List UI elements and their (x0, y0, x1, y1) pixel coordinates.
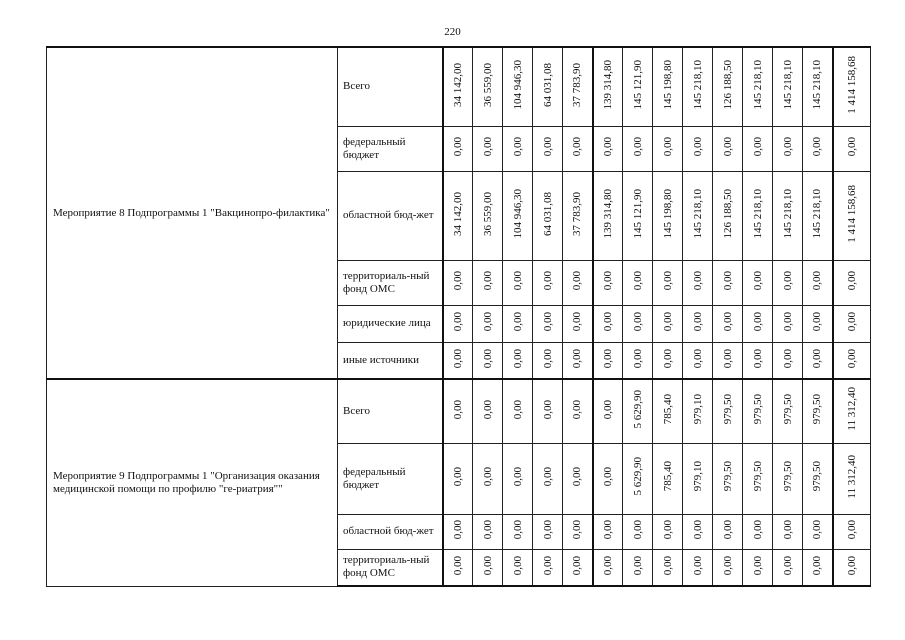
value-text: 0,00 (541, 311, 554, 332)
value-cell (593, 342, 623, 379)
value-cell (563, 171, 593, 260)
value-cell (773, 126, 803, 171)
value-cell (473, 549, 503, 586)
value-cell (713, 47, 743, 126)
value-text: 0,00 (781, 519, 794, 540)
value-cell (443, 342, 473, 379)
value-cell (443, 514, 473, 549)
value-cell (743, 260, 773, 305)
funding-source-cell: юридические лица (338, 305, 443, 342)
value-cell (473, 47, 503, 126)
value-cell (593, 171, 623, 260)
value-cell (803, 47, 833, 126)
value-text: 139 314,80 (601, 60, 614, 110)
value-cell (683, 379, 713, 443)
value-text: 0,00 (751, 519, 764, 540)
value-text: 139 314,80 (601, 188, 614, 239)
value-cell (533, 47, 563, 126)
value-text: 979,50 (751, 394, 764, 425)
value-text: 0,00 (631, 311, 644, 332)
value-text: 979,50 (721, 394, 734, 425)
value-text: 0,00 (541, 270, 554, 291)
value-text: 979,10 (691, 461, 704, 492)
table-row (47, 47, 871, 126)
value-text: 0,00 (661, 270, 674, 291)
value-cell (743, 47, 773, 126)
value-text: 785,40 (661, 461, 674, 492)
value-cell (443, 260, 473, 305)
value-cell (803, 549, 833, 586)
value-cell (533, 549, 563, 586)
value-cell (443, 379, 473, 443)
value-text: 0,00 (631, 348, 644, 368)
value-text: 0,00 (691, 311, 704, 332)
value-cell (443, 47, 473, 126)
value-text: 0,00 (511, 519, 524, 540)
value-text: 0,00 (451, 348, 464, 368)
value-text: 0,00 (451, 555, 464, 575)
value-cell (593, 126, 623, 171)
value-text: 979,50 (781, 461, 794, 492)
value-text: 0,00 (571, 466, 584, 487)
value-text: 1 414 158,68 (845, 55, 858, 114)
value-cell (593, 379, 623, 443)
value-text: 0,00 (571, 519, 584, 540)
funding-source-cell: Всего (338, 47, 443, 126)
value-cell (653, 260, 683, 305)
value-text: 0,00 (631, 519, 644, 540)
value-text: 0,00 (691, 519, 704, 540)
value-cell (473, 443, 503, 514)
value-text: 979,50 (811, 461, 824, 492)
value-text: 0,00 (631, 136, 644, 157)
value-cell (653, 171, 683, 260)
value-cell (833, 514, 871, 549)
value-cell (743, 126, 773, 171)
value-cell (773, 443, 803, 514)
value-cell (683, 260, 713, 305)
value-cell (593, 443, 623, 514)
value-cell (473, 342, 503, 379)
value-cell (593, 305, 623, 342)
value-cell (743, 514, 773, 549)
value-text: 11 312,40 (845, 454, 858, 499)
value-cell (503, 549, 533, 586)
value-text: 0,00 (511, 270, 524, 291)
value-cell (503, 514, 533, 549)
value-text: 0,00 (661, 348, 674, 368)
value-cell (773, 171, 803, 260)
value-cell (803, 443, 833, 514)
value-text: 145 218,10 (751, 188, 764, 239)
value-cell (833, 305, 871, 342)
value-text: 0,00 (601, 136, 614, 157)
value-text: 0,00 (481, 348, 494, 368)
value-cell (593, 260, 623, 305)
value-cell (713, 126, 743, 171)
value-text: 0,00 (721, 555, 734, 575)
value-text: 0,00 (481, 270, 494, 291)
value-text: 0,00 (571, 311, 584, 332)
value-text: 0,00 (661, 555, 674, 575)
value-text: 0,00 (451, 519, 464, 540)
value-text: 0,00 (541, 136, 554, 157)
value-text: 0,00 (845, 311, 858, 332)
value-text: 0,00 (845, 348, 858, 368)
value-cell (713, 342, 743, 379)
funding-source-cell: территориаль-ный фонд ОМС (338, 260, 443, 305)
value-text: 0,00 (541, 555, 554, 575)
value-cell (563, 47, 593, 126)
value-cell (443, 171, 473, 260)
value-cell (593, 549, 623, 586)
value-cell (653, 126, 683, 171)
value-text: 0,00 (751, 311, 764, 332)
value-text: 0,00 (481, 555, 494, 575)
value-text: 0,00 (571, 555, 584, 575)
value-cell (473, 379, 503, 443)
value-text: 0,00 (721, 519, 734, 540)
value-cell (683, 126, 713, 171)
value-cell (803, 514, 833, 549)
value-text: 145 198,80 (661, 60, 674, 110)
value-cell (503, 305, 533, 342)
funding-source-cell: федеральный бюджет (338, 443, 443, 514)
value-cell (563, 549, 593, 586)
value-text: 145 198,80 (661, 188, 674, 239)
value-text: 145 218,10 (691, 60, 704, 110)
value-text: 0,00 (845, 270, 858, 291)
value-cell (563, 443, 593, 514)
funding-source-cell: территориаль-ный фонд ОМС (338, 549, 443, 586)
value-text: 0,00 (691, 270, 704, 291)
value-text: 0,00 (601, 348, 614, 368)
value-cell (833, 171, 871, 260)
value-text: 0,00 (691, 555, 704, 575)
value-text: 0,00 (781, 311, 794, 332)
value-text: 64 031,08 (541, 62, 554, 107)
value-text: 145 218,10 (811, 60, 824, 110)
value-text: 5 629,90 (631, 390, 644, 429)
value-text: 0,00 (811, 348, 824, 368)
value-text: 0,00 (721, 311, 734, 332)
value-text: 0,00 (845, 136, 858, 157)
value-cell (833, 260, 871, 305)
value-cell (833, 379, 871, 443)
value-cell (443, 126, 473, 171)
value-text: 979,50 (721, 461, 734, 492)
value-cell (713, 260, 743, 305)
value-cell (683, 514, 713, 549)
value-cell (743, 379, 773, 443)
value-text: 36 559,00 (481, 191, 494, 236)
value-text: 0,00 (511, 466, 524, 487)
value-text: 0,00 (451, 270, 464, 291)
value-text: 0,00 (481, 311, 494, 332)
value-cell (833, 47, 871, 126)
value-cell (713, 549, 743, 586)
value-cell (743, 342, 773, 379)
value-text: 0,00 (541, 519, 554, 540)
value-cell (713, 305, 743, 342)
value-text: 0,00 (601, 311, 614, 332)
value-text: 0,00 (751, 270, 764, 291)
value-cell (533, 514, 563, 549)
value-cell (743, 171, 773, 260)
value-cell (683, 305, 713, 342)
value-cell (653, 443, 683, 514)
value-text: 0,00 (781, 136, 794, 157)
value-cell (743, 305, 773, 342)
value-text: 36 559,00 (481, 62, 494, 107)
funding-source-cell: федеральный бюджет (338, 126, 443, 171)
value-text: 0,00 (751, 555, 764, 575)
value-text: 0,00 (601, 270, 614, 291)
funding-source-cell: областной бюд-жет (338, 514, 443, 549)
value-text: 145 218,10 (781, 60, 794, 110)
value-text: 0,00 (451, 466, 464, 487)
value-text: 0,00 (571, 270, 584, 291)
value-cell (833, 549, 871, 586)
funding-source-cell: Всего (338, 379, 443, 443)
value-text: 0,00 (631, 270, 644, 291)
value-cell (833, 342, 871, 379)
value-text: 0,00 (481, 466, 494, 487)
value-cell (443, 443, 473, 514)
value-cell (833, 443, 871, 514)
value-cell (803, 171, 833, 260)
value-text: 0,00 (721, 270, 734, 291)
value-cell (503, 260, 533, 305)
value-cell (473, 126, 503, 171)
funding-source-cell: иные источники (338, 342, 443, 379)
value-text: 0,00 (751, 348, 764, 368)
value-text: 0,00 (691, 136, 704, 157)
value-text: 11 312,40 (845, 387, 858, 432)
value-text: 0,00 (781, 270, 794, 291)
event-name-cell: Мероприятие 8 Подпрограммы 1 "Вакцинопро-филактика" (47, 47, 338, 379)
value-cell (533, 305, 563, 342)
value-text: 979,50 (751, 461, 764, 492)
value-text: 0,00 (661, 136, 674, 157)
value-cell (623, 549, 653, 586)
value-cell (533, 342, 563, 379)
value-text: 0,00 (541, 348, 554, 368)
value-text: 0,00 (601, 399, 614, 419)
value-cell (593, 514, 623, 549)
value-cell (833, 126, 871, 171)
value-cell (803, 305, 833, 342)
value-cell (683, 47, 713, 126)
value-text: 0,00 (845, 555, 858, 575)
table-row (47, 379, 871, 443)
value-text: 0,00 (481, 519, 494, 540)
value-cell (503, 47, 533, 126)
value-cell (773, 379, 803, 443)
value-text: 5 629,90 (631, 457, 644, 496)
value-cell (473, 260, 503, 305)
value-cell (503, 342, 533, 379)
value-text: 0,00 (511, 399, 524, 419)
value-text: 0,00 (781, 555, 794, 575)
value-cell (533, 443, 563, 514)
value-cell (623, 514, 653, 549)
value-cell (623, 379, 653, 443)
value-cell (653, 47, 683, 126)
value-text: 0,00 (781, 348, 794, 368)
value-cell (593, 47, 623, 126)
budget-table (46, 46, 871, 587)
value-text: 0,00 (541, 466, 554, 487)
value-cell (653, 379, 683, 443)
value-cell (713, 171, 743, 260)
value-text: 0,00 (541, 399, 554, 419)
value-cell (713, 379, 743, 443)
value-cell (533, 379, 563, 443)
value-cell (623, 342, 653, 379)
value-text: 145 218,10 (781, 188, 794, 239)
value-text: 0,00 (845, 519, 858, 540)
value-text: 104 946,30 (511, 188, 524, 239)
value-text: 126 188,50 (721, 60, 734, 110)
value-text: 979,10 (691, 394, 704, 425)
value-cell (653, 549, 683, 586)
value-text: 0,00 (811, 136, 824, 157)
value-cell (563, 126, 593, 171)
value-text: 0,00 (631, 555, 644, 575)
value-cell (563, 514, 593, 549)
value-cell (623, 126, 653, 171)
value-text: 0,00 (661, 519, 674, 540)
value-cell (623, 47, 653, 126)
event-name-cell: Мероприятие 9 Подпрограммы 1 "Организация оказания медицинской помощи по профилю "ге-риатрия"" (47, 379, 338, 586)
value-text: 0,00 (451, 311, 464, 332)
value-cell (803, 260, 833, 305)
value-cell (683, 549, 713, 586)
funding-source-cell: областной бюд-жет (338, 171, 443, 260)
value-cell (443, 305, 473, 342)
value-text: 126 188,50 (721, 188, 734, 239)
value-cell (773, 549, 803, 586)
value-cell (623, 171, 653, 260)
value-text: 145 121,90 (631, 188, 644, 239)
value-cell (803, 126, 833, 171)
value-cell (653, 342, 683, 379)
value-text: 0,00 (811, 270, 824, 291)
value-cell (803, 379, 833, 443)
value-text: 1 414 158,68 (845, 184, 858, 243)
value-text: 0,00 (721, 136, 734, 157)
value-cell (713, 443, 743, 514)
value-text: 0,00 (511, 555, 524, 575)
value-cell (473, 305, 503, 342)
value-cell (773, 305, 803, 342)
value-cell (473, 171, 503, 260)
value-cell (503, 171, 533, 260)
value-cell (623, 443, 653, 514)
value-cell (683, 443, 713, 514)
value-text: 0,00 (601, 466, 614, 487)
value-cell (503, 126, 533, 171)
value-cell (773, 47, 803, 126)
page-number: 220 (444, 26, 461, 38)
value-text: 37 783,90 (571, 191, 584, 236)
value-text: 0,00 (571, 399, 584, 419)
value-text: 0,00 (571, 136, 584, 157)
value-text: 0,00 (451, 399, 464, 419)
value-text: 0,00 (451, 136, 464, 157)
value-cell (653, 305, 683, 342)
value-cell (473, 514, 503, 549)
value-cell (533, 126, 563, 171)
value-cell (623, 305, 653, 342)
value-cell (743, 549, 773, 586)
value-text: 34 142,00 (451, 62, 464, 107)
value-text: 0,00 (811, 555, 824, 575)
value-text: 64 031,08 (541, 191, 554, 236)
value-text: 0,00 (811, 519, 824, 540)
value-text: 0,00 (811, 311, 824, 332)
value-text: 0,00 (691, 348, 704, 368)
value-text: 104 946,30 (511, 60, 524, 110)
value-cell (563, 342, 593, 379)
value-cell (773, 260, 803, 305)
value-text: 37 783,90 (571, 62, 584, 107)
value-text: 0,00 (601, 555, 614, 575)
value-text: 0,00 (481, 136, 494, 157)
value-text: 34 142,00 (451, 191, 464, 236)
value-cell (743, 443, 773, 514)
value-text: 145 218,10 (751, 60, 764, 110)
value-cell (713, 514, 743, 549)
value-cell (683, 171, 713, 260)
value-text: 0,00 (751, 136, 764, 157)
value-cell (803, 342, 833, 379)
value-text: 145 218,10 (811, 188, 824, 239)
value-text: 0,00 (481, 399, 494, 419)
value-text: 0,00 (661, 311, 674, 332)
value-text: 145 121,90 (631, 60, 644, 110)
value-cell (563, 305, 593, 342)
value-text: 0,00 (511, 311, 524, 332)
value-cell (533, 260, 563, 305)
value-text: 145 218,10 (691, 188, 704, 239)
value-cell (503, 443, 533, 514)
value-text: 979,50 (811, 394, 824, 425)
value-cell (773, 514, 803, 549)
value-text: 0,00 (721, 348, 734, 368)
value-text: 0,00 (511, 348, 524, 368)
value-cell (533, 171, 563, 260)
value-cell (683, 342, 713, 379)
value-cell (773, 342, 803, 379)
value-cell (563, 379, 593, 443)
value-text: 0,00 (571, 348, 584, 368)
value-text: 979,50 (781, 394, 794, 425)
value-text: 0,00 (511, 136, 524, 157)
value-text: 0,00 (601, 519, 614, 540)
value-cell (443, 549, 473, 586)
value-cell (503, 379, 533, 443)
value-cell (623, 260, 653, 305)
value-text: 785,40 (661, 394, 674, 425)
value-cell (563, 260, 593, 305)
value-cell (653, 514, 683, 549)
